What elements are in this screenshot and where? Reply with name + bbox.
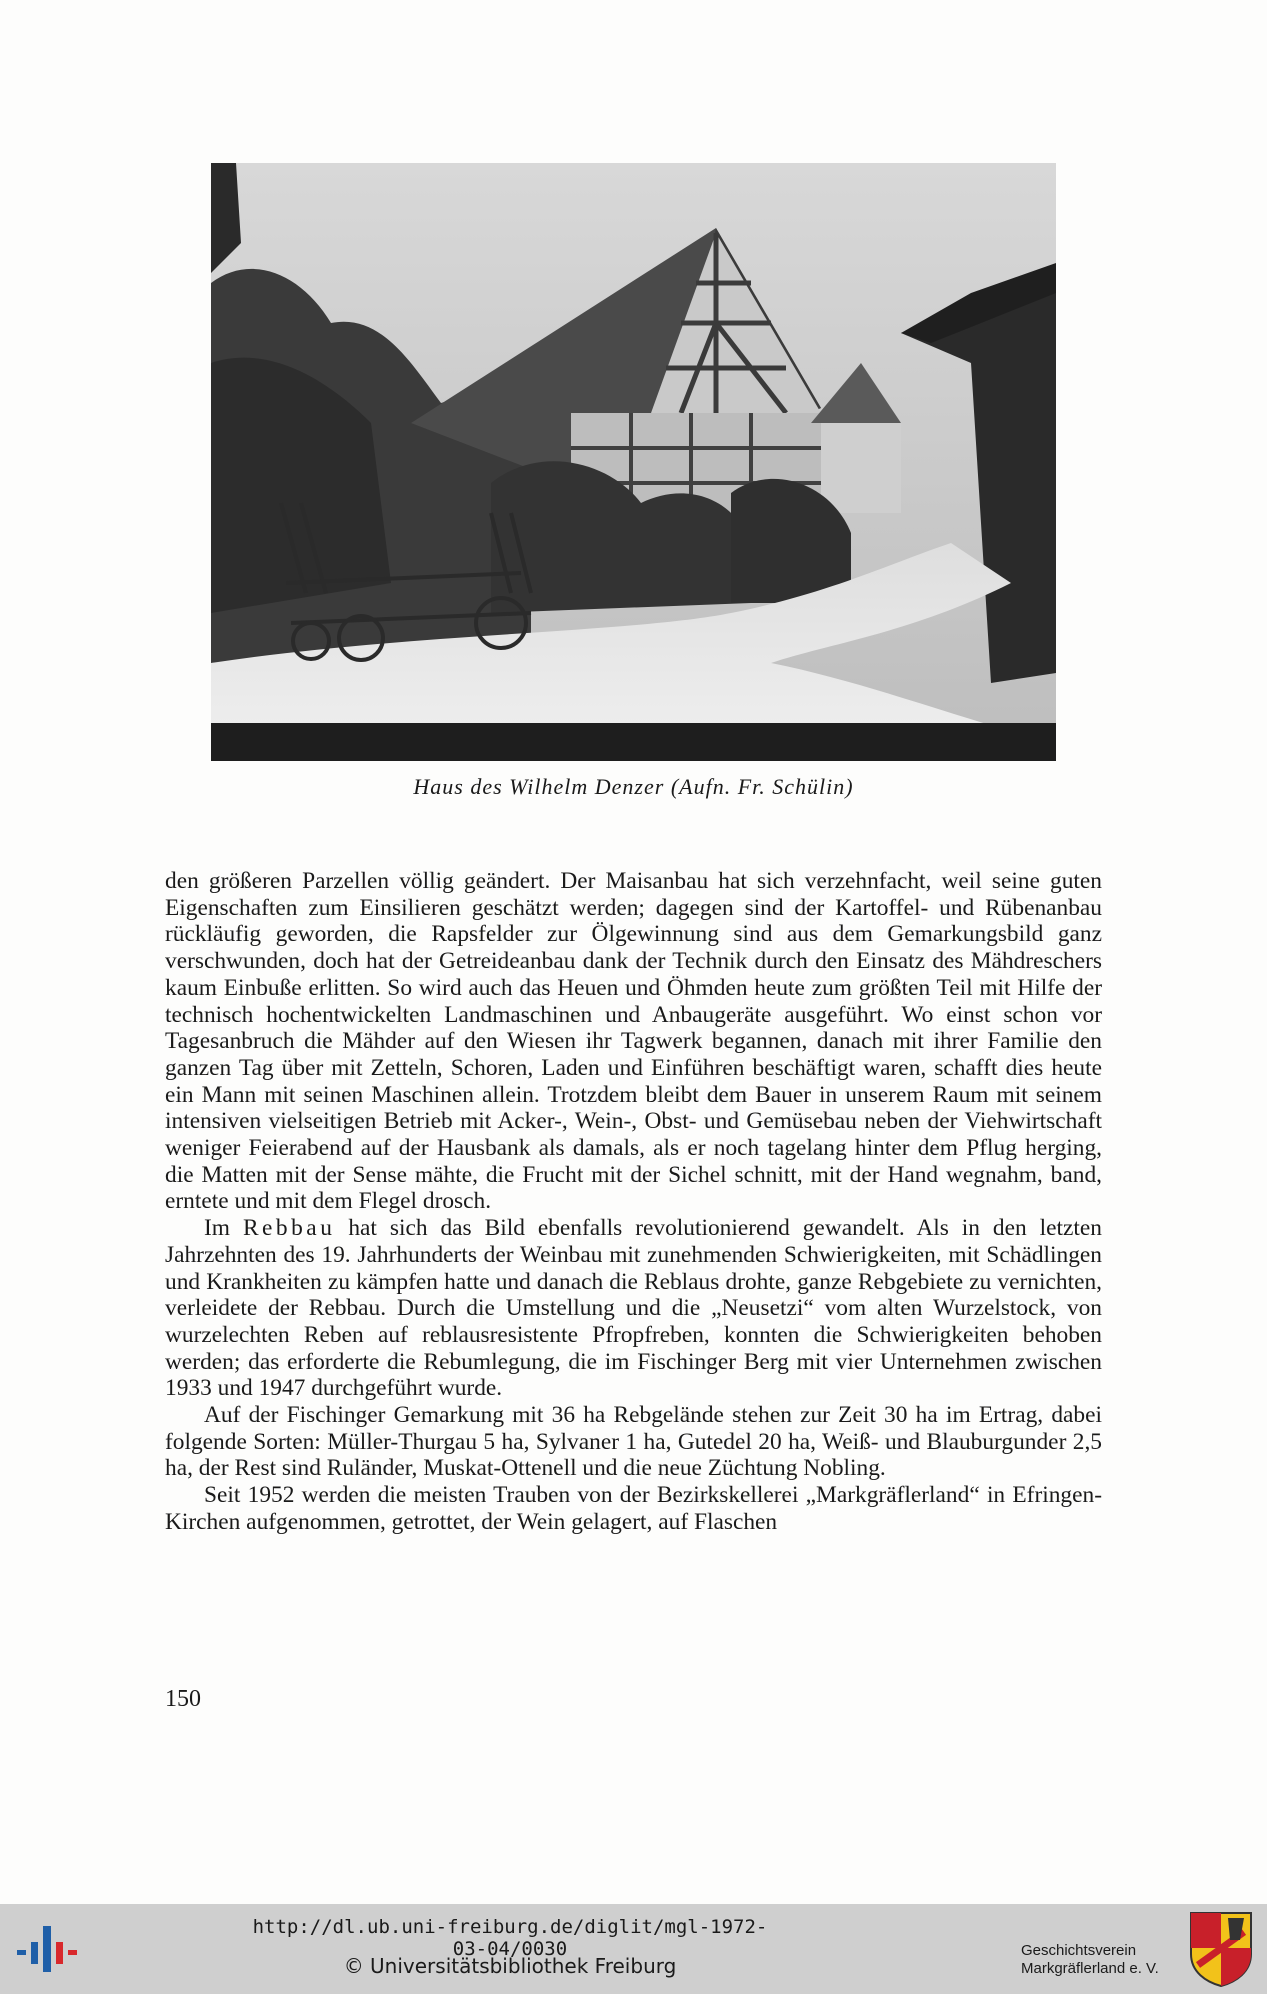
paragraph: Auf der Fischinger Gemarkung mit 36 ha Rebgelände stehen zur Zeit 30 ha im Ertrag, dabei folgende Sorten: Müller-Thurgau 5 ha, Sylvaner 1 ha, Gutedel 20 ha, Weiß- und Blauburgunder 2,5 ha, der Rest sind Ruländer, Muskat-Ottenell und die neue Züchtung Nobling. bbox=[165, 1402, 1102, 1482]
page-number: 150 bbox=[165, 1686, 201, 1712]
publisher-name-line: Markgräflerland e. V. bbox=[1021, 1960, 1159, 1977]
house-photo-illustration bbox=[211, 163, 1056, 761]
publisher-name-line: Geschichtsverein bbox=[1021, 1942, 1137, 1959]
copyright-notice: © Universitätsbibliothek Freiburg bbox=[343, 1954, 677, 1978]
library-logo-icon[interactable] bbox=[17, 1924, 81, 1974]
body-text bbox=[165, 868, 1102, 1536]
spaced-emphasis: Rebbau bbox=[242, 1215, 336, 1242]
paragraph bbox=[165, 1215, 1102, 1402]
permalink-url[interactable]: http://dl.ub.uni-freiburg.de/diglit/mgl-1972-03-04/0030 bbox=[252, 1916, 768, 1960]
photo-caption: Haus des Wilhelm Denzer (Aufn. Fr. Schülin) bbox=[413, 774, 854, 799]
paragraph: Seit 1952 werden die meisten Trauben von der Bezirkskellerei „Markgräflerland“ in Efringen-Kirchen aufgenommen, getrottet, der Wein gelagert, auf Flaschen bbox=[165, 1482, 1102, 1535]
text-span: Im bbox=[204, 1215, 243, 1242]
paragraph: den größeren Parzellen völlig geändert. Der Maisanbau hat sich verzehnfacht, weil seine guten Eigenschaften zum Einsilieren geschätzt werden; dagegen sind der Kartoffel- und Rübenanbau rückläufig geworden, die Rapsfelder zur Ölgewinnung sind aus dem Gemarkungsbild ganz verschwunden, doch hat der Getreideanbau dank der Technik durch den Einsatz des Mähdreschers kaum Einbuße erlitten. So wird auch das Heuen und Öhmden heute zum größten Teil mit Hilfe der technisch hochentwickelten Landmaschinen und Anbaugeräte ausgeführt. Wo einst schon vor Tagesanbruch die Mähder auf den Wiesen ihr Tagwerk begannen, danach mit ihrer Familie den ganzen Tag über mit Zetteln, Schoren, Laden und Einführen beschäftigt waren, schafft dies heute ein Mann mit seinen Maschinen allein. Trotzdem bleibt dem Bauer in unserem Raum mit seinem intensiven vielseitigen Betrieb mit Acker-, Wein-, Obst- und Gemüsebau neben der Viehwirtschaft weniger Feierabend auf der Hausbank als damals, als er noch tagelang hinter dem Pflug herging, die Matten mit der Sense mähte, die Frucht mit der Sichel schnitt, mit der Hand wegnahm, band, erntete und mit dem Flegel drosch. bbox=[165, 868, 1102, 1215]
footer-bar bbox=[0, 1904, 1267, 1994]
house-photo bbox=[211, 163, 1056, 761]
publisher-name bbox=[1021, 1942, 1159, 1978]
coat-of-arms-icon bbox=[1188, 1910, 1254, 1988]
text-span: hat sich das Bild ebenfalls revolutionierend gewandelt. Als in den letzten Jahrzehnten des 19. Jahrhunderts der Weinbau mit zunehmenden Schwierigkeiten, mit Schädlingen und Krankheiten zu kämpfen hatte und danach die Reblaus drohte, ganze Rebgebiete zu vernichten, verleidete der Rebbau. Durch die Umstellung und die „Neusetzi“ vom alten Wurzelstock, von wurzelechten Reben auf reblausresistente Pfropfreben, konnten die Schwierigkeiten behoben werden; das erforderte die Rebumlegung, die im Fischinger Berg mit vier Unternehmen zwischen 1933 und 1947 durchgeführt wurde. bbox=[165, 1215, 1102, 1402]
